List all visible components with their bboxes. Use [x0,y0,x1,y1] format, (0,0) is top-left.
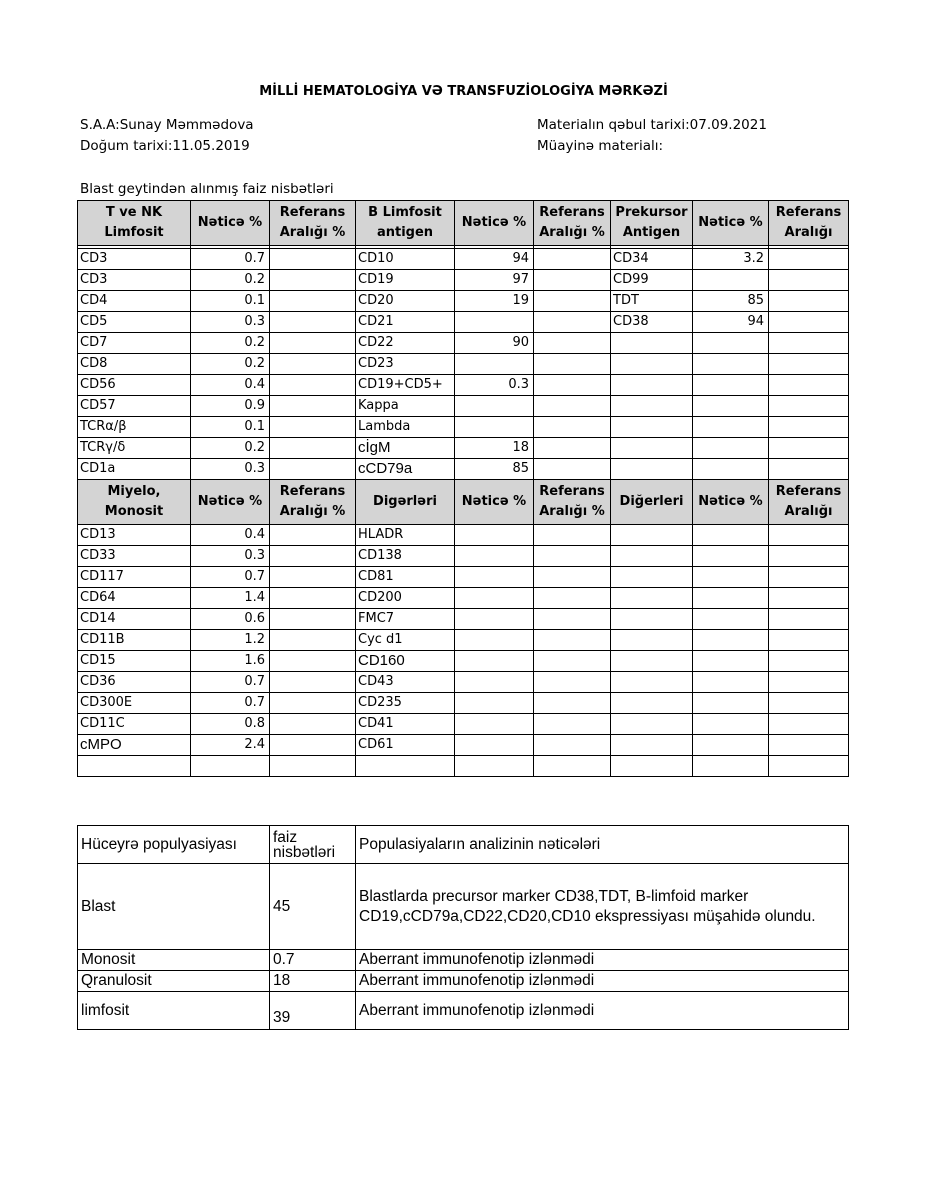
reference-cell [534,672,611,693]
marker-cell: TCRγ/δ [78,438,191,459]
result-cell: 2.4 [191,735,270,756]
result-cell: 0.8 [191,714,270,735]
population-result: Aberrant immunofenotip izlənmədi [356,950,849,971]
reference-cell [270,567,356,588]
summary-header-row [78,826,849,864]
reference-cell [270,249,356,270]
result-cell: 0.7 [191,672,270,693]
reference-cell [769,525,849,546]
result-cell [455,609,534,630]
result-cell: 18 [455,438,534,459]
result-cell: 0.4 [191,375,270,396]
result-cell: 0.2 [191,333,270,354]
header-cell: Nəticə % [693,480,769,525]
result-cell: 0.3 [191,312,270,333]
table-row [78,756,849,777]
reference-cell [534,312,611,333]
result-cell [455,672,534,693]
table-row [78,609,849,630]
reference-cell [769,375,849,396]
table-row [78,567,849,588]
reference-cell [534,354,611,375]
reference-cell [769,735,849,756]
marker-cell: CD38 [611,312,693,333]
result-cell: 0.2 [191,270,270,291]
table-row [78,396,849,417]
marker-cell: CD23 [356,354,455,375]
result-cell [693,333,769,354]
reference-cell [534,693,611,714]
marker-cell [611,609,693,630]
marker-cell: CD10 [356,249,455,270]
marker-cell [611,693,693,714]
patient-name: S.A.A:Sunay Məmmədova [80,117,254,133]
marker-cell: CD3 [78,249,191,270]
result-cell [455,546,534,567]
reference-cell [270,291,356,312]
marker-cell: HLADR [356,525,455,546]
reference-cell [769,567,849,588]
header-cell: Diğerleri [611,480,693,525]
result-cell: 94 [455,249,534,270]
reference-cell [769,291,849,312]
reference-cell [534,525,611,546]
marker-cell: CD235 [356,693,455,714]
reference-cell [769,417,849,438]
reference-cell [270,630,356,651]
reference-cell [769,651,849,672]
result-cell [455,354,534,375]
marker-cell: CD22 [356,333,455,354]
reference-cell [769,438,849,459]
table-row [78,375,849,396]
population-name: Blast [78,864,270,950]
summary-row [78,971,849,992]
reference-cell [270,609,356,630]
marker-cell: CD138 [356,546,455,567]
marker-cell: CD5 [78,312,191,333]
header-cell: Referans Aralığı % [534,201,611,246]
reference-cell [769,672,849,693]
marker-cell [356,756,455,777]
marker-cell: CD11C [78,714,191,735]
result-cell [693,525,769,546]
reference-cell [769,396,849,417]
result-cell [455,735,534,756]
marker-cell: CD300E [78,693,191,714]
reference-cell [270,756,356,777]
result-cell: 90 [455,333,534,354]
result-cell: 3.2 [693,249,769,270]
population-result: Aberrant immunofenotip izlənmədi [356,971,849,992]
table-row [78,249,849,270]
result-cell [191,756,270,777]
table-row [78,672,849,693]
marker-cell: CD41 [356,714,455,735]
reference-cell [270,438,356,459]
summary-row [78,864,849,950]
marker-cell [611,396,693,417]
marker-cell: CD20 [356,291,455,312]
marker-cell [611,651,693,672]
header-cell: Nəticə % [455,480,534,525]
population-name: Monosit [78,950,270,971]
result-cell: 0.7 [191,249,270,270]
reference-cell [534,375,611,396]
result-cell [693,630,769,651]
reference-cell [270,546,356,567]
reference-cell [270,672,356,693]
result-cell: 0.1 [191,291,270,312]
result-cell [693,714,769,735]
reference-cell [270,417,356,438]
reference-cell [534,333,611,354]
table-header-row [78,201,849,246]
table-row [78,417,849,438]
reference-cell [270,396,356,417]
reference-cell [769,333,849,354]
marker-cell: CD61 [356,735,455,756]
header-cell-percentage: faiz nisbətləri [270,826,356,864]
reference-cell [769,249,849,270]
marker-cell: TDT [611,291,693,312]
result-cell: 0.9 [191,396,270,417]
reference-cell [534,567,611,588]
marker-cell: CD56 [78,375,191,396]
marker-cell [611,375,693,396]
table-row [78,291,849,312]
marker-cell: CD117 [78,567,191,588]
reference-cell [769,459,849,480]
population-result: Blastlarda precursor marker CD38,TDT, B-limfoid marker CD19,cCD79a,CD22,CD20,CD10 ekspressiyası müşahidə olundu. [356,864,849,950]
reference-cell [270,375,356,396]
reference-cell [534,588,611,609]
marker-cell: CD15 [78,651,191,672]
marker-cell: CD36 [78,672,191,693]
marker-cell: CD19 [356,270,455,291]
result-cell [455,312,534,333]
result-cell: 0.7 [191,693,270,714]
reference-cell [270,714,356,735]
table-row [78,714,849,735]
reference-cell [534,714,611,735]
reference-cell [534,270,611,291]
blast-gate-note: Blast geytindən alınmış faiz nisbətləri [80,181,334,197]
reference-cell [270,333,356,354]
marker-cell: CD19+CD5+ [356,375,455,396]
reference-cell [534,249,611,270]
marker-cell: CD34 [611,249,693,270]
marker-cell: CD7 [78,333,191,354]
header-cell: Nəticə % [191,201,270,246]
reference-cell [769,588,849,609]
marker-cell: CD14 [78,609,191,630]
header-cell: Digərləri [356,480,455,525]
result-cell [693,270,769,291]
examination-material: Müayinə materialı: [537,138,664,154]
table-row [78,354,849,375]
table-row [78,312,849,333]
reference-cell [534,396,611,417]
marker-cell: CD33 [78,546,191,567]
reference-cell [769,630,849,651]
reference-cell [534,735,611,756]
reference-cell [769,693,849,714]
result-cell [455,525,534,546]
result-cell: 0.2 [191,354,270,375]
result-cell [455,417,534,438]
population-percentage: 45 [270,864,356,950]
marker-cell [611,354,693,375]
reference-cell [769,714,849,735]
marker-cell: CD99 [611,270,693,291]
result-cell [693,672,769,693]
result-cell: 0.6 [191,609,270,630]
reference-cell [769,354,849,375]
marker-cell: CD81 [356,567,455,588]
marker-cell: cİgM [356,438,455,459]
marker-cell [611,756,693,777]
result-cell [693,375,769,396]
population-percentage: 18 [270,971,356,992]
table-row [78,525,849,546]
result-cell [693,354,769,375]
population-name: Qranulosit [78,971,270,992]
marker-cell: CD21 [356,312,455,333]
population-percentage: 39 [270,992,356,1030]
marker-cell: FMC7 [356,609,455,630]
marker-cell: CD57 [78,396,191,417]
result-cell: 1.4 [191,588,270,609]
marker-cell: Cyc d1 [356,630,455,651]
marker-cell: CD8 [78,354,191,375]
header-cell: Nəticə % [693,201,769,246]
table-row [78,333,849,354]
header-cell: Referans Aralığı % [534,480,611,525]
result-cell [455,396,534,417]
reference-cell [270,693,356,714]
summary-row [78,992,849,1030]
result-cell [693,651,769,672]
marker-cell: CD3 [78,270,191,291]
table-row [78,735,849,756]
received-date: Materialın qəbul tarixi:07.09.2021 [537,117,767,133]
birth-date: Doğum tarixi:11.05.2019 [80,138,250,154]
header-cell: Miyelo, Monosit [78,480,191,525]
report-title: MİLLİ HEMATOLOGİYA VƏ TRANSFUZİOLOGİYA MƏRKƏZİ [259,84,668,99]
marker-cell [611,546,693,567]
marker-cell [611,567,693,588]
table-header-row [78,480,849,525]
header-cell-population: Hüceyrə populyasiyası [78,826,270,864]
reference-cell [769,270,849,291]
marker-cell: CD160 [356,651,455,672]
marker-cell [611,735,693,756]
reference-cell [769,609,849,630]
result-cell [693,417,769,438]
reference-cell [270,525,356,546]
result-cell: 1.6 [191,651,270,672]
summary-row [78,950,849,971]
table-row [78,588,849,609]
marker-cell: cCD79a [356,459,455,480]
header-cell: Prekursor Antigen [611,201,693,246]
marker-cell: CD1a [78,459,191,480]
header-cell: T ve NK Limfosit [78,201,191,246]
reference-cell [534,630,611,651]
population-name: limfosit [78,992,270,1030]
result-cell [455,567,534,588]
marker-cell [611,333,693,354]
reference-cell [270,651,356,672]
result-cell: 1.2 [191,630,270,651]
reference-cell [270,459,356,480]
marker-cell: CD4 [78,291,191,312]
reference-cell [769,312,849,333]
marker-cell: CD43 [356,672,455,693]
result-cell: 94 [693,312,769,333]
result-cell [455,714,534,735]
marker-cell [611,417,693,438]
marker-cell: TCRα/β [78,417,191,438]
result-cell [693,756,769,777]
marker-cell: cMPO [78,735,191,756]
result-cell [455,651,534,672]
reference-cell [270,735,356,756]
population-summary-table [77,825,849,1030]
reference-cell [534,291,611,312]
immunophenotype-table [77,200,849,777]
header-cell: Referans Aralığı % [270,480,356,525]
header-cell: Nəticə % [455,201,534,246]
result-cell: 19 [455,291,534,312]
result-cell: 97 [455,270,534,291]
result-cell [455,756,534,777]
table-row [78,270,849,291]
population-result: Aberrant immunofenotip izlənmədi [356,992,849,1030]
result-cell [693,693,769,714]
result-cell: 0.3 [191,459,270,480]
header-cell-results: Populasiyaların analizinin nəticələri [356,826,849,864]
result-cell [455,588,534,609]
reference-cell [769,756,849,777]
result-cell: 0.3 [455,375,534,396]
marker-cell [611,438,693,459]
header-cell: B Limfosit antigen [356,201,455,246]
reference-cell [534,459,611,480]
result-cell: 85 [455,459,534,480]
result-cell: 85 [693,291,769,312]
result-cell: 0.1 [191,417,270,438]
reference-cell [534,438,611,459]
marker-cell [78,756,191,777]
result-cell [693,396,769,417]
header-cell: Referans Aralığı [769,201,849,246]
marker-cell [611,672,693,693]
result-cell: 0.3 [191,546,270,567]
result-cell: 0.2 [191,438,270,459]
table-row [78,459,849,480]
reference-cell [769,546,849,567]
result-cell [693,459,769,480]
result-cell [693,609,769,630]
result-cell [693,567,769,588]
result-cell: 0.7 [191,567,270,588]
reference-cell [534,546,611,567]
reference-cell [534,417,611,438]
marker-cell: Lambda [356,417,455,438]
marker-cell [611,588,693,609]
table-row [78,438,849,459]
marker-cell: CD64 [78,588,191,609]
marker-cell [611,459,693,480]
table-row [78,693,849,714]
header-cell: Nəticə % [191,480,270,525]
marker-cell: CD13 [78,525,191,546]
marker-cell [611,525,693,546]
population-percentage: 0.7 [270,950,356,971]
result-cell [693,438,769,459]
marker-cell [611,630,693,651]
table-row [78,651,849,672]
reference-cell [534,651,611,672]
reference-cell [534,756,611,777]
result-cell [455,693,534,714]
header-cell: Referans Aralığı % [270,201,356,246]
reference-cell [270,312,356,333]
header-cell: Referans Aralığı [769,480,849,525]
marker-cell: CD11B [78,630,191,651]
reference-cell [270,588,356,609]
reference-cell [270,354,356,375]
table-row [78,630,849,651]
result-cell [693,588,769,609]
reference-cell [270,270,356,291]
table-row [78,546,849,567]
result-cell [455,630,534,651]
result-cell: 0.4 [191,525,270,546]
result-cell [693,735,769,756]
marker-cell: CD200 [356,588,455,609]
marker-cell [611,714,693,735]
marker-cell: Kappa [356,396,455,417]
reference-cell [534,609,611,630]
result-cell [693,546,769,567]
